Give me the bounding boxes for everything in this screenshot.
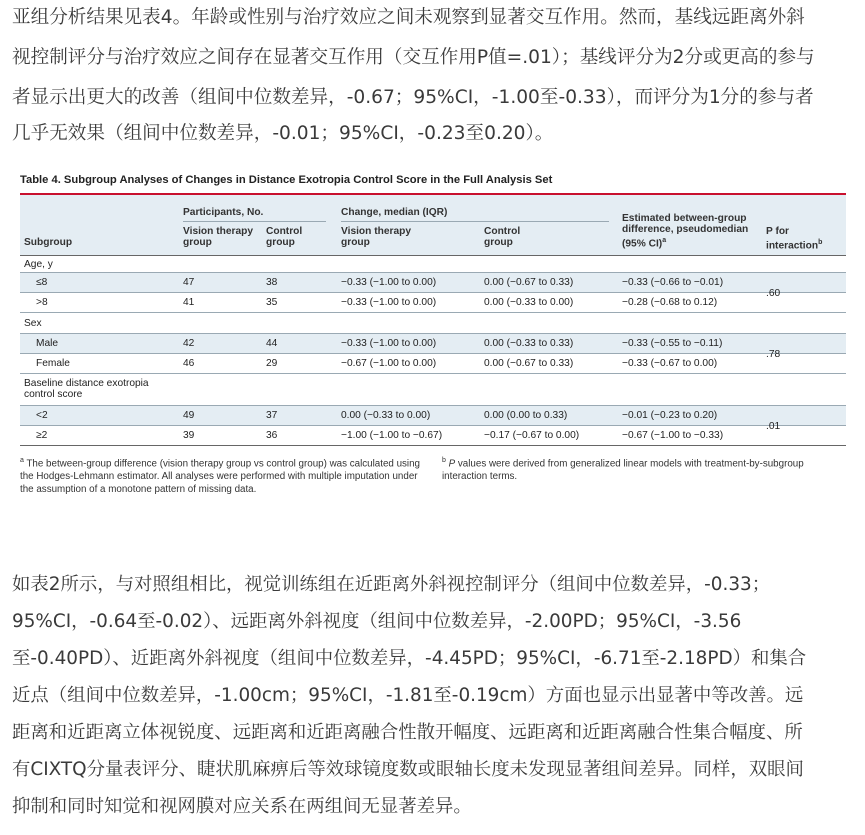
header-vt-participants: Vision therapy group <box>183 226 254 248</box>
cell-vt-change: −0.33 (−1.00 to 0.00) <box>341 297 437 308</box>
cell-vt-n: 39 <box>183 430 195 441</box>
cell-subgroup: >8 <box>36 297 48 308</box>
header-participants: Participants, No. <box>183 207 264 218</box>
paragraph-line: 距离和近距离立体视锐度、远距离和近距离融合性散开幅度、远距离和近距离融合性集合幅度、所 <box>12 722 803 743</box>
section-label-sex: Sex <box>24 318 42 329</box>
cell-control-change: −0.17 (−0.67 to 0.00) <box>484 430 580 441</box>
header-rule <box>183 221 326 222</box>
row-rule <box>20 373 846 374</box>
cell-vt-change: −1.00 (−1.00 to −0.67) <box>341 430 443 441</box>
section-label-age: Age, y <box>24 259 53 270</box>
cell-estimate: −0.33 (−0.67 to 0.00) <box>622 358 718 369</box>
header-control-participants: Control group <box>266 226 303 248</box>
cell-vt-n: 49 <box>183 410 195 421</box>
row-rule <box>20 333 846 334</box>
paragraph-line: 亚组分析结果见表4。年龄或性别与治疗效应之间未观察到显著交互作用。然而，基线远距离外斜 <box>12 7 805 28</box>
row-rule <box>20 353 846 354</box>
intro-paragraph <box>12 0 855 150</box>
cell-control-n: 35 <box>266 297 278 308</box>
cell-estimate: −0.67 (−1.00 to −0.33) <box>622 430 724 441</box>
section-label-baseline: Baseline distance exotropia control score <box>24 378 149 400</box>
cell-subgroup: Male <box>36 338 59 349</box>
cell-control-n: 38 <box>266 277 278 288</box>
table-bottom-rule <box>20 445 846 446</box>
header-control-change: Control group <box>484 226 521 248</box>
cell-control-n: 44 <box>266 338 278 349</box>
cell-vt-n: 42 <box>183 338 195 349</box>
paragraph-line: 95%CI，-0.64至-0.02）、远距离外斜视度（组间中位数差异，-2.00PD；95%CI，-3.56 <box>12 611 742 632</box>
cell-control-n: 29 <box>266 358 278 369</box>
cell-subgroup: <2 <box>36 410 48 421</box>
row-rule <box>20 292 846 293</box>
paragraph-line: 至-0.40PD）、近距离外斜视度（组间中位数差异，-4.45PD；95%CI，-6.71至-2.18PD）和集合 <box>12 648 807 669</box>
cell-subgroup: ≤8 <box>36 277 48 288</box>
paragraph-line: 有CIXTQ分量表评分、睫状肌麻痹后等效球镜度数或眼轴长度未发现显著组间差异。同样，双眼间 <box>12 759 804 780</box>
results-paragraph <box>12 568 855 830</box>
row-shade <box>20 405 846 425</box>
cell-subgroup: ≥2 <box>36 430 48 441</box>
cell-estimate: −0.01 (−0.23 to 0.20) <box>622 410 718 421</box>
cell-vt-n: 41 <box>183 297 195 308</box>
header-bottom-rule <box>20 255 846 256</box>
paragraph-line: 近点（组间中位数差异，-1.00cm；95%CI，-1.81至-0.19cm）方面也显示出显著中等改善。远 <box>12 685 804 706</box>
cell-subgroup: Female <box>36 358 70 369</box>
paragraph-line: 者显示出更大的改善（组间中位数差异，-0.67；95%CI，-1.00至-0.33），而评分为1分的参与者 <box>12 87 814 108</box>
row-rule <box>20 312 846 313</box>
cell-control-n: 37 <box>266 410 278 421</box>
cell-control-change: 0.00 (−0.33 to 0.33) <box>484 338 574 349</box>
cell-vt-change: 0.00 (−0.33 to 0.00) <box>341 410 431 421</box>
header-p-interaction: P for interaction$^b$ <box>766 226 823 252</box>
cell-p-value-sex: .78 <box>766 349 781 360</box>
cell-p-value-baseline: .01 <box>766 421 781 432</box>
footnote-b: $^b$ P values were derived from generalized linear models with treatment-by-subgroup interaction terms. <box>442 457 804 483</box>
table-4-figure <box>20 172 846 502</box>
cell-control-n: 36 <box>266 430 278 441</box>
cell-control-change: 0.00 (−0.67 to 0.33) <box>484 277 574 288</box>
header-subgroup: Subgroup <box>24 237 73 248</box>
paragraph-line: 视控制评分与治疗效应之间存在显著交互作用（交互作用P值=.01）；基线评分为2分或更高的参与 <box>12 47 815 68</box>
cell-control-change: 0.00 (0.00 to 0.33) <box>484 410 568 421</box>
cell-vt-n: 47 <box>183 277 195 288</box>
cell-estimate: −0.33 (−0.66 to −0.01) <box>622 277 724 288</box>
paragraph-line: 如表2所示，与对照组相比，视觉训练组在近距离外斜视控制评分（组间中位数差异，-0.33； <box>12 574 771 595</box>
cell-control-change: 0.00 (−0.67 to 0.33) <box>484 358 574 369</box>
header-change: Change, median (IQR) <box>341 207 448 218</box>
row-rule <box>20 405 846 406</box>
header-estimated-difference: Estimated between-group difference, pseudomedian (95% CI)$^a$ <box>622 213 749 250</box>
paragraph-line: 抑制和同时知觉和视网膜对应关系在两组间无显著差异。 <box>12 796 472 817</box>
footnote-a: $^a$ The between-group difference (vision therapy group vs control group) was calculated using the Hodges-Lehmann estimator. All analyses were performed with multiple imputation under the assumption of a monotone pattern of missing data. <box>20 457 421 496</box>
cell-vt-n: 46 <box>183 358 195 369</box>
paragraph-line: 几乎无效果（组间中位数差异，-0.01；95%CI，-0.23至0.20）。 <box>12 123 554 144</box>
cell-p-value-age: .60 <box>766 288 781 299</box>
header-vt-change: Vision therapy group <box>341 226 412 248</box>
row-rule <box>20 272 846 273</box>
cell-vt-change: −0.33 (−1.00 to 0.00) <box>341 277 437 288</box>
cell-estimate: −0.28 (−0.68 to 0.12) <box>622 297 718 308</box>
table-title: Table 4. Subgroup Analyses of Changes in Distance Exotropia Control Score in the Full Analysis Set <box>20 174 553 186</box>
row-rule <box>20 425 846 426</box>
header-rule <box>341 221 609 222</box>
cell-estimate: −0.33 (−0.55 to −0.11) <box>622 338 723 349</box>
cell-vt-change: −0.33 (−1.00 to 0.00) <box>341 338 437 349</box>
cell-control-change: 0.00 (−0.33 to 0.00) <box>484 297 574 308</box>
cell-vt-change: −0.67 (−1.00 to 0.00) <box>341 358 437 369</box>
